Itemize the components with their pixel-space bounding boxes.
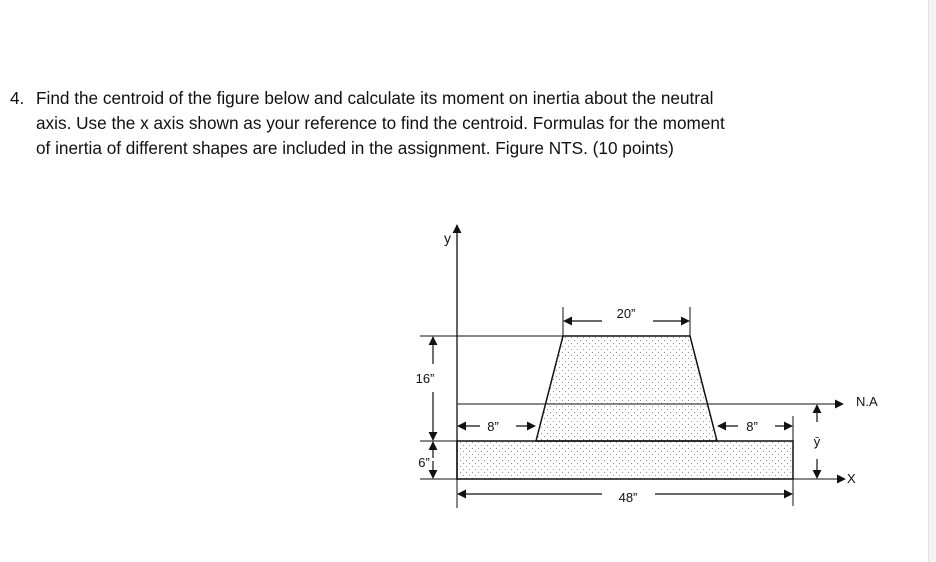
dim-right-offset-label: 8” bbox=[746, 419, 758, 434]
dim-left-offset-label: 8” bbox=[487, 419, 499, 434]
neutral-axis-label: N.A bbox=[856, 394, 878, 409]
dim-top-width-label: 20” bbox=[616, 306, 636, 321]
problem-number: 4. bbox=[10, 88, 25, 108]
x-axis-label: X bbox=[847, 471, 856, 486]
dim-base-height-label: 6” bbox=[418, 455, 430, 470]
problem-text-line: Find the centroid of the figure below and calculate its moment on inertia about the neutral bbox=[36, 88, 714, 108]
ybar-label: ȳ bbox=[813, 434, 821, 449]
base-rectangle bbox=[457, 441, 793, 479]
problem-text-line: of inertia of different shapes are included in the assignment. Figure NTS. (10 points) bbox=[36, 138, 674, 158]
problem-text-line: axis. Use the x axis shown as your reference to find the centroid. Formulas for the moment bbox=[36, 113, 725, 133]
trapezoid-section bbox=[536, 336, 717, 441]
dim-base-width-label: 48” bbox=[618, 490, 638, 505]
y-axis-label: y bbox=[444, 230, 451, 246]
dim-trap-height-label: 16” bbox=[415, 371, 435, 386]
